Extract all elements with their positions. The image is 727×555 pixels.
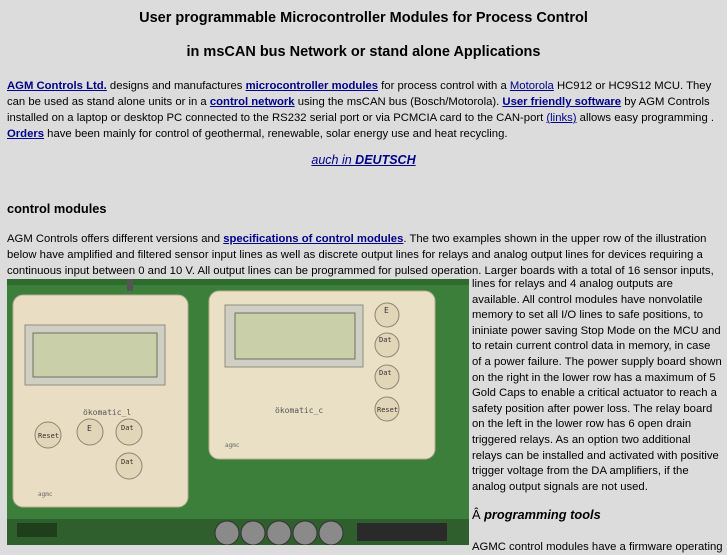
intro-text-3: HC912 or HC9S12 MCU. They can be used as stand alone units or in a — [7, 80, 712, 108]
section-heading-programming-tools — [472, 507, 601, 522]
right-device-label: ökomatic_c — [275, 406, 324, 415]
microcontroller-modules-link[interactable]: microcontroller modules — [245, 80, 379, 92]
german-link-bold: DEUTSCH — [355, 153, 416, 167]
intro-text-6: allows easy programming . — [576, 112, 715, 124]
agm-controls-link[interactable]: AGM Controls Ltd. — [7, 80, 107, 92]
svg-text:agmc: agmc — [225, 442, 240, 449]
orders-link[interactable]: Orders — [7, 128, 45, 140]
svg-text:agmc: agmc — [38, 491, 53, 498]
intro-text-4: using the msCAN bus (Bosch/Motorola). — [294, 96, 503, 108]
intro-text-7: have been mainly for control of geothermal, renewable, solar energy use and heat recycling. — [44, 128, 508, 140]
control-text-2: . The two examples shown in the upper row of the illustration below have amplified and filtered sensor input lines as well as discrete output lines for relays and analog output lines for devices requiring a continuous input between 0 and 10 V. All output lines can be programmed for pulsed operation. Larger boards with a total of 16 sensor inputs, — [7, 233, 714, 277]
svg-text:Dat: Dat — [121, 458, 134, 466]
german-link-line — [0, 153, 727, 167]
left-device-label: ökomatic_l — [83, 408, 132, 417]
side-text: lines for relays and 4 analog outputs are available. All control modules have nonvolatile memory to set all I/O lines to safe positions, to ininiate power saving Stop Mode on the MCU and to retain current control data in memory, in case of a power failure. The power supply board shown on the right in the lower row has a maximum of 5 Gold Caps to enable a critical actuator to reach a safety position after power loss. The relay board on the left in the lower row has 6 open drain triggered relays. As an option two additional relays can be installed and activated with positive trigger voltage from the DA amplifiers, if the analog output signals are not used. — [472, 278, 722, 493]
control-text-1: AGM Controls offers different versions and — [7, 233, 224, 245]
control-network-link[interactable]: control network — [209, 96, 295, 108]
german-language-link[interactable] — [311, 153, 415, 167]
svg-text:Dat: Dat — [379, 336, 392, 344]
intro-text-2: for process control with a — [378, 80, 510, 92]
intro-text-5: by AGM Controls installed on a laptop or desktop PC connected to the RS232 serial port or via PCMCIA card to the CAN-port — [7, 96, 710, 124]
svg-text:Dat: Dat — [379, 369, 392, 377]
user-friendly-software-link[interactable]: User friendly software — [502, 96, 622, 108]
motorola-link[interactable]: Motorola — [509, 80, 554, 92]
links-link[interactable]: (links) — [546, 112, 577, 124]
svg-text:Dat: Dat — [121, 424, 134, 432]
svg-text:Reset: Reset — [377, 406, 399, 414]
svg-text:Reset: Reset — [38, 432, 60, 440]
section-heading-control-modules: control modules — [7, 201, 107, 216]
specifications-link[interactable]: specifications of control modules — [223, 233, 404, 245]
left-control-device — [13, 295, 188, 507]
control-modules-photo — [7, 279, 469, 545]
programming-prefix: Â — [472, 507, 485, 522]
page-subtitle: in msCAN bus Network or stand alone Applications — [186, 44, 541, 60]
intro-text-1: designs and manufactures — [106, 80, 246, 92]
svg-text:E: E — [384, 306, 389, 315]
programming-title: programming tools — [484, 507, 601, 522]
intro-paragraph — [7, 78, 721, 142]
german-link-prefix: auch in — [311, 153, 356, 167]
page-title: User programmable Microcontroller Modules for Process Control — [139, 10, 588, 26]
right-control-device — [209, 291, 435, 459]
cutoff-text: AGMC control modules have a firmware operating — [472, 541, 723, 553]
svg-text:E: E — [87, 424, 92, 433]
